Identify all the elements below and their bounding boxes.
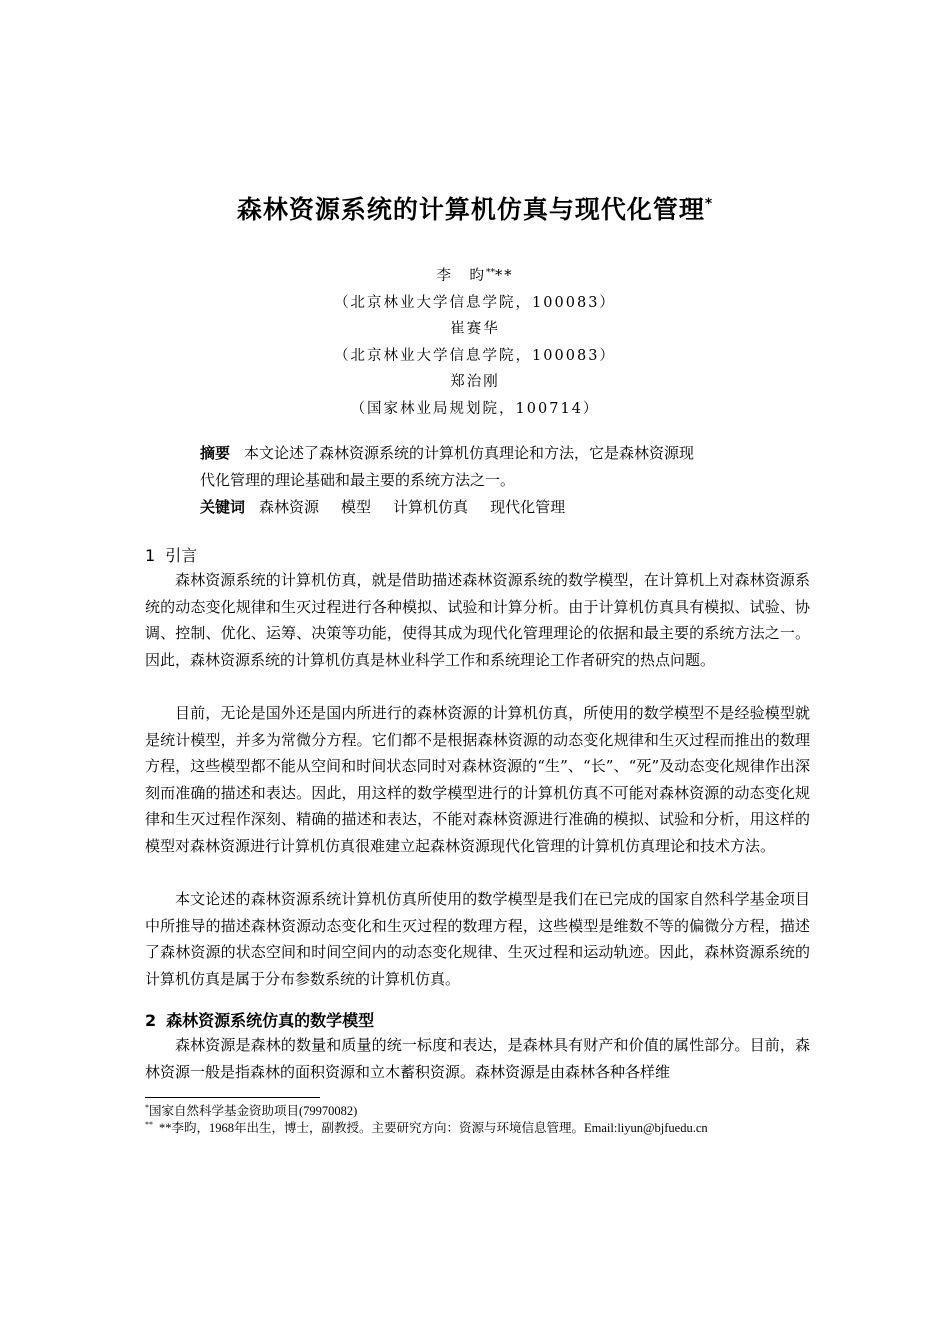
abstract-line-2: 代化管理的理论基础和最主要的系统方法之一。 — [200, 471, 516, 489]
author-block — [0, 260, 950, 422]
section-2-heading: 2 森林资源系统仿真的数学模型 — [145, 1011, 375, 1030]
abstract-label: 摘要 — [200, 444, 231, 462]
author-2: 崔赛华 — [450, 321, 500, 337]
title-footnote-mark: * — [704, 196, 714, 212]
author-2-affiliation: （北京林业大学信息学院，100083） — [334, 347, 616, 364]
author-1: 李 昀**** — [436, 268, 514, 284]
abstract-block — [200, 440, 770, 521]
keyword: 森林资源 — [259, 498, 320, 516]
keyword: 模型 — [341, 498, 372, 516]
section-1-paragraph-2: 目前，无论是国外还是国内所进行的森林资源的计算机仿真，所使用的数学模型不是经验模型就是统计模型，并多为常微分方程。它们都不是根据森林资源的动态变化规律和生灭过程而推出的数理方程，这些模型都不能从空间和时间状态同时对森林资源的“生”、“长”、“死”及动态变化规律作出深刻而准确的描述和表达。因此，用这样的数学模型进行的计算机仿真不可能对森林资源的动态变化规律和生灭过程作深刻、精确的描述和表达，不能对森林资源进行准确的模拟、试验和分析，用这样的模型对森林资源进行计算机仿真很难建立起森林资源现代化管理的计算机仿真理论和技术方法。 — [145, 704, 810, 855]
author-1-mark: ** — [486, 268, 495, 278]
keywords-label: 关键词 — [200, 498, 246, 516]
author-3-affiliation: （国家林业局规划院，100714） — [350, 400, 600, 417]
title-text: 森林资源系统的计算机仿真与现代化管理 — [236, 195, 705, 224]
keyword: 现代化管理 — [490, 498, 566, 516]
section-1-paragraph-3: 本文论述的森林资源系统计算机仿真所使用的数学模型是我们在已完成的国家自然科学基金项目中所推导的描述森林资源动态变化和生灭过程的数理方程，这些模型是维数不等的偏微分方程，描述了森林资源的状态空间和时间空间内的动态变化规律、生灭过程和运动轨迹。因此，森林资源系统的计算机仿真是属于分布参数系统的计算机仿真。 — [145, 890, 810, 988]
footnote-2: ** **李昀，1968年出生，博士，副教授。主要研究方向：资源与环境信息管理。Email:liyun@bjfuedu.cn — [145, 1120, 708, 1135]
section-1-heading: 1 引言 — [145, 546, 198, 565]
footnote-divider — [145, 1097, 320, 1098]
section-1-paragraph-1: 森林资源系统的计算机仿真，就是借助描述森林资源系统的数学模型，在计算机上对森林资源系统的动态变化规律和生灭过程进行各种模拟、试验和计算分析。由于计算机仿真具有模拟、试验、协调、控制、优化、运筹、决策等功能，使得其成为现代化管理理论的依据和最主要的系统方法之一。因此，森林资源系统的计算机仿真是林业科学工作和系统理论工作者研究的热点问题。 — [145, 571, 810, 669]
abstract-line-1: 摘要 本文论述了森林资源系统的计算机仿真理论和方法，它是森林资源现 — [200, 444, 695, 462]
author-1-affiliation: （北京林业大学信息学院，100083） — [334, 294, 616, 311]
keyword: 计算机仿真 — [393, 498, 469, 516]
keywords-line — [200, 494, 770, 521]
paper-title — [0, 190, 950, 226]
footnote-1: *国家自然科学基金资助项目(79970082) — [145, 1103, 358, 1118]
section-2-paragraph-1: 森林资源是森林的数量和质量的统一标度和表达，是森林具有财产和价值的属性部分。目前，森林资源一般是指森林的面积资源和立木蓄积资源。森林资源是由森林各种各样维 — [145, 1036, 810, 1081]
author-3: 郑治刚 — [450, 374, 500, 390]
